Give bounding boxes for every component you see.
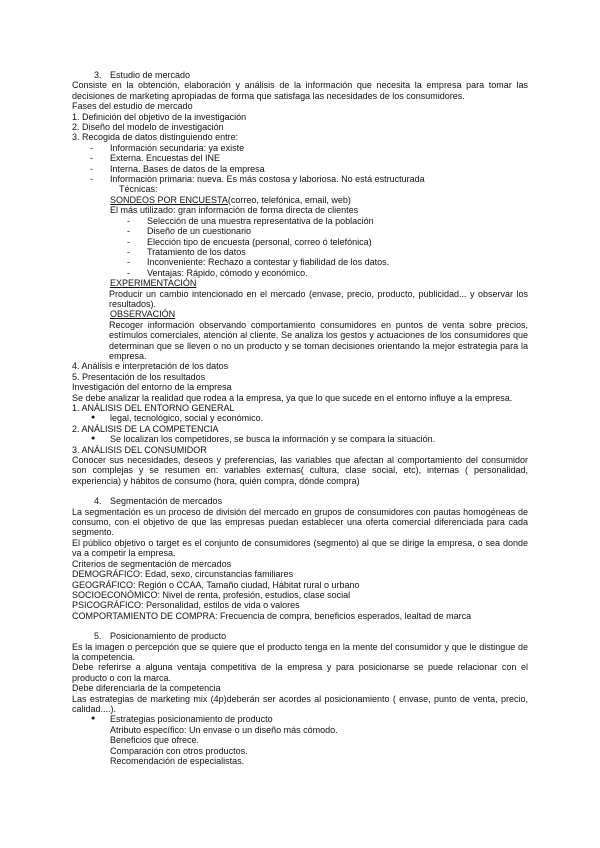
section-5-p1: Es la imagen o percepción que se quiere que el producto tenga en la mente del consumidor y que le distingue de la competencia. xyxy=(72,641,528,662)
section-number: 3. xyxy=(94,70,102,80)
sondeos-detail: (correo, telefónica, email, web) xyxy=(227,194,351,205)
section-5-p2: Debe referirse a alguna ventaja competitiva de la empresa y para posicionarse se puede relacionar con el producto o con la marca. xyxy=(72,662,528,683)
sondeos-heading xyxy=(72,195,528,205)
analysis-1-title: 1. ANÁLISIS DEL ENTORNO GENERAL xyxy=(72,403,235,413)
sondeos-item: - Inconveniente: Rechazo a contestar y fiabilidad de los datos. xyxy=(72,257,528,267)
criterio-item: DEMOGRÁFICO: Edad, sexo, circunstancias familiares xyxy=(72,569,294,580)
criterio-item: COMPORTAMIENTO DE COMPRA: Frecuencia de compra, beneficios esperados, lealtad de marca xyxy=(72,610,472,621)
phase-4: 4. Análisis e interpretación de los datos xyxy=(72,361,229,372)
sondeos-label: SONDEOS POR ENCUESTA xyxy=(110,194,228,205)
section-title: Segmentación de mercados xyxy=(110,496,223,507)
section-3-heading xyxy=(72,70,528,80)
techniques-label: Técnicas: xyxy=(119,184,158,195)
entorno-desc: Se debe analizar la realidad que rodea a la empresa, ya que lo que sucede en el entorno influye a la empresa. xyxy=(72,392,513,403)
sondeos-item: - Selección de una muestra representativa de la población xyxy=(72,216,528,226)
source-item: - Interna. Bases de datos de la empresa xyxy=(72,164,528,174)
section-5-heading xyxy=(72,631,528,641)
section-4-p2: El público objetivo o target es el conjunto de consumidores (segmento) al que se dirige la empresa, o sea donde va a competir la empresa. xyxy=(72,537,528,559)
analysis-2-bullet: ● Se localizan los competidores, se busca la información y se compara la situación. xyxy=(72,434,528,444)
sondeos-item: - Elección tipo de encuesta (personal, correo ó telefónica) xyxy=(72,237,528,247)
analysis-3-desc: Conocer sus necesidades, deseos y preferencias, las variables que afectan al comportamiento del consumidor son complejas y se resumen en: variables externas( cultura, clase social, etc), internas ( personalidad, experiencia) y hábitos de consumo (hora, quién compra, dónde compra) xyxy=(72,455,528,486)
analysis-3-title: 3. ANÁLISIS DEL CONSUMIDOR xyxy=(72,444,207,455)
section-title: Posicionamiento de producto xyxy=(110,631,227,642)
section-5-p3: Debe diferenciarla de la competencia xyxy=(72,683,221,694)
document-page xyxy=(72,70,528,766)
section-5-p4: Las estrategias de marketing mix (4p)deberán ser acordes al posicionamiento ( envase, punto de venta, precio, calidad....). xyxy=(72,693,528,714)
strategy-item: Recomendación de especialistas. xyxy=(110,756,245,766)
criterio-item: GEOGRÁFICO: Región o CCAA, Tamaño ciudad, Hábitat rural o urbano xyxy=(72,579,360,590)
sondeos-item: - Ventajas: Rápido, cómodo y económico. xyxy=(72,268,528,278)
source-item: - Información secundaria: ya existe xyxy=(72,143,528,153)
criterio-item: PSICOGRÁFICO: Personalidad, estilos de vida o valores xyxy=(72,600,300,611)
section-3-intro: Consiste en la obtención, elaboración y análisis de la información que necesita la empresa para tomar las decisiones de marketing apropiadas de forma que satisfaga las necesidades de los consumidores. xyxy=(72,80,528,101)
section-number: 5. xyxy=(94,631,102,642)
strategy-item: Beneficios que ofrece. xyxy=(110,735,200,746)
strategy-item: Atributo específico: Un envase o un diseño más cómodo. xyxy=(110,724,338,735)
strategy-item: Comparación con otros productos. xyxy=(110,745,248,756)
phase-2: 2. Diseño del modelo de investigación xyxy=(72,122,224,133)
experimentacion-desc: Producir un cambio intencionado en el mercado (envase, precio, producto, publicidad... y observar los resultados). xyxy=(109,288,528,309)
observacion-label: OBSERVACIÓN xyxy=(110,309,176,320)
phase-3: 3. Recogida de datos distinguiendo entre: xyxy=(72,132,239,143)
criterios-title: Criterios de segmentación de mercados xyxy=(72,558,232,569)
sondeos-desc: El más utilizado: gran información de forma directa de clientes xyxy=(110,205,359,216)
section-4-p1: La segmentación es un proceso de división del mercado en grupos de consumidores con pautas homogéneas de consumo, con el objetivo de que las empresas puedan establecer una oferta comercial diferenciada para cada segmento. xyxy=(72,506,528,538)
source-item: - Externa. Encuestas del INE xyxy=(72,153,528,163)
analysis-1-bullet: ● legal, tecnológico, social y económico. xyxy=(72,413,528,423)
section-4-heading xyxy=(72,496,528,506)
criterio-item: SOCIOECONÓMICO: Nivel de renta, profesión, estudios, clase social xyxy=(72,589,351,600)
analysis-2-title: 2. ANÁLISIS DE LA COMPETENCIA xyxy=(72,423,219,434)
phases-title: Fases del estudio de mercado xyxy=(72,101,193,112)
experimentacion-label: EXPERIMENTACIÓN xyxy=(110,278,197,289)
sondeos-item: - Tratamiento de los datos xyxy=(72,247,528,257)
observacion-desc: Recoger información observando comportamiento consumidores en puntos de venta sobre precios, estímulos comerciales, atención al cliente. Se analiza los gestos y actuaciones de los consumidores que determinan que se lleven o no un producto y se toman decisiones orientando la mejor estrategia para la empresa. xyxy=(109,319,528,361)
entorno-title: Investigación del entorno de la empresa xyxy=(72,382,232,393)
section-number: 4. xyxy=(94,496,102,507)
strategy-title: ● Estrategias posicionamiento de producto xyxy=(72,714,528,724)
source-item: - Información primaria: nueva. Es más costosa y laboriosa. No está estructurada xyxy=(72,174,528,184)
phase-1: 1. Definición del objetivo de la investigación xyxy=(72,111,247,122)
phase-5: 5. Presentación de los resultados xyxy=(72,371,206,382)
sondeos-item: - Diseño de un cuestionario xyxy=(72,226,528,236)
section-title: Estudio de mercado xyxy=(110,70,191,80)
